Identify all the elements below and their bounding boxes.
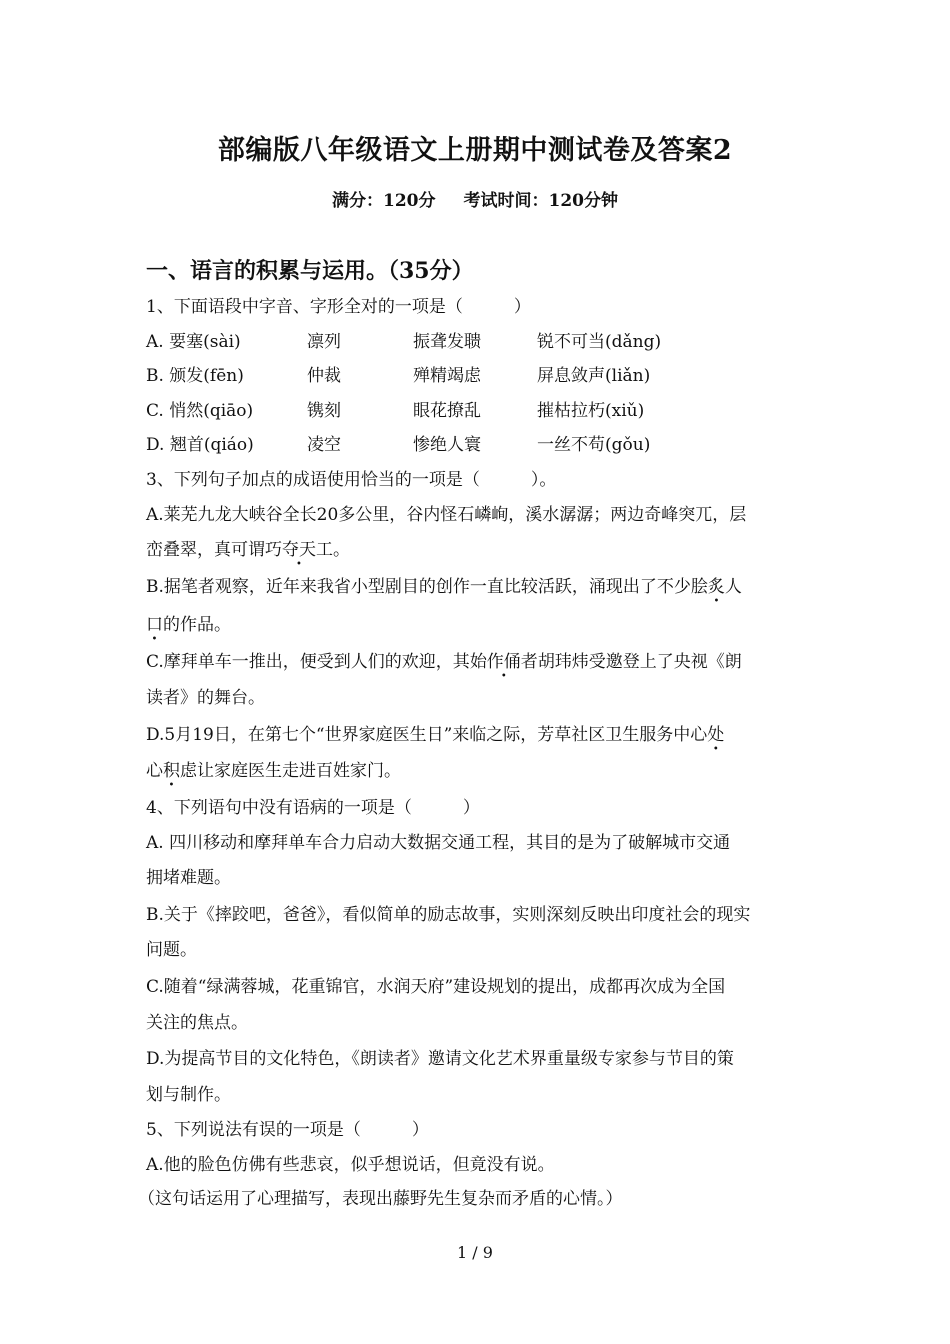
exam-info xyxy=(0,186,950,211)
dotted-idiom: 脍炙人 xyxy=(690,577,742,597)
q5-stem: 5、下列说法有误的一项是（ ） xyxy=(146,1120,429,1140)
q1-option-a: A. 要塞(sài) 凛列 振聋发聩 锐不可当(dǎng) xyxy=(146,332,662,352)
q4-line: 划与制作。 xyxy=(146,1085,231,1105)
full-score: 满分：120分 xyxy=(332,191,436,211)
q3-option-d-line1: D.5月19日，在第七个“世界家庭医生日”来临之际，芳草社区卫生服务中心处 xyxy=(146,725,725,745)
q3-option-a-line2: 峦叠翠，真可谓巧夺天工。 xyxy=(146,540,350,560)
q4-stem: 4、下列语句中没有语病的一项是（ ） xyxy=(146,798,480,818)
page-number: 1 / 9 xyxy=(457,1243,493,1262)
dotted-idiom: 始作俑者 xyxy=(469,652,538,672)
q3-option-b-line1: B.据笔者观察，近年来我省小型剧目的创作一直比较活跃，涌现出了不少脍炙人 xyxy=(146,577,742,597)
q3-option-c-line1: C.摩拜单车一推出，便受到人们的欢迎，其始作俑者胡玮炜受邀登上了央视《朗 xyxy=(146,652,742,672)
q1-option-b: B. 颁发(fēn) 仲裁 殚精竭虑 屏息敛声(liǎn) xyxy=(146,366,651,386)
q3-option-d-line2: 心积虑让家庭医生走进百姓家门。 xyxy=(146,761,401,781)
dotted-idiom: 心积虑 xyxy=(146,761,197,781)
q3-option-a-line1: A.莱芜九龙大峡谷全长20多公里，谷内怪石嶙峋，溪水潺潺；两边奇峰突兀，层 xyxy=(146,505,747,525)
q4-line: 拥堵难题。 xyxy=(146,868,231,888)
q4-line: B.关于《摔跤吧，爸爸》，看似简单的励志故事，实则深刻反映出印度社会的现实 xyxy=(146,905,751,925)
q1-stem: 1、下面语段中字音、字形全对的一项是（ ） xyxy=(146,297,531,317)
q3-option-c-line2: 读者》的舞台。 xyxy=(146,688,265,708)
q1-option-c: C. 悄然(qiāo) 镌刻 眼花撩乱 摧枯拉朽(xiǔ) xyxy=(146,401,645,421)
q4-line: 问题。 xyxy=(146,940,197,960)
q3-option-b-line2: 口的作品。 xyxy=(146,615,231,635)
q4-line: A. 四川移动和摩拜单车合力启动大数据交通工程，其目的是为了破解城市交通 xyxy=(146,833,731,853)
document-title: 部编版八年级语文上册期中测试卷及答案2 xyxy=(217,135,733,166)
dotted-idiom: 口 xyxy=(146,615,163,635)
q4-line: C.随着“绿满蓉城，花重锦官，水润天府”建设规划的提出，成都再次成为全国 xyxy=(146,977,726,997)
dotted-idiom: 巧夺天工 xyxy=(265,540,333,560)
q4-line: 关注的焦点。 xyxy=(146,1013,248,1033)
q5-option-a: A.他的脸色仿佛有些悲哀，似乎想说话，但竟没有说。 xyxy=(146,1155,555,1175)
q1-option-d: D. 翘首(qiáo) 凌空 惨绝人寰 一丝不苟(gǒu) xyxy=(146,435,651,455)
section-heading: 一、语言的积累与运用。（35分） xyxy=(146,258,474,284)
q3-stem: 3、下列句子加点的成语使用恰当的一项是（ ）。 xyxy=(146,470,557,490)
exam-time: 考试时间：120分钟 xyxy=(463,191,618,211)
q4-line: D.为提高节目的文化特色，《朗读者》邀请文化艺术界重量级专家参与节目的策 xyxy=(146,1049,734,1069)
q5-note: （这句话运用了心理描写，表现出藤野先生复杂而矛盾的心情。） xyxy=(138,1189,623,1209)
dotted-idiom: 处 xyxy=(707,725,725,745)
